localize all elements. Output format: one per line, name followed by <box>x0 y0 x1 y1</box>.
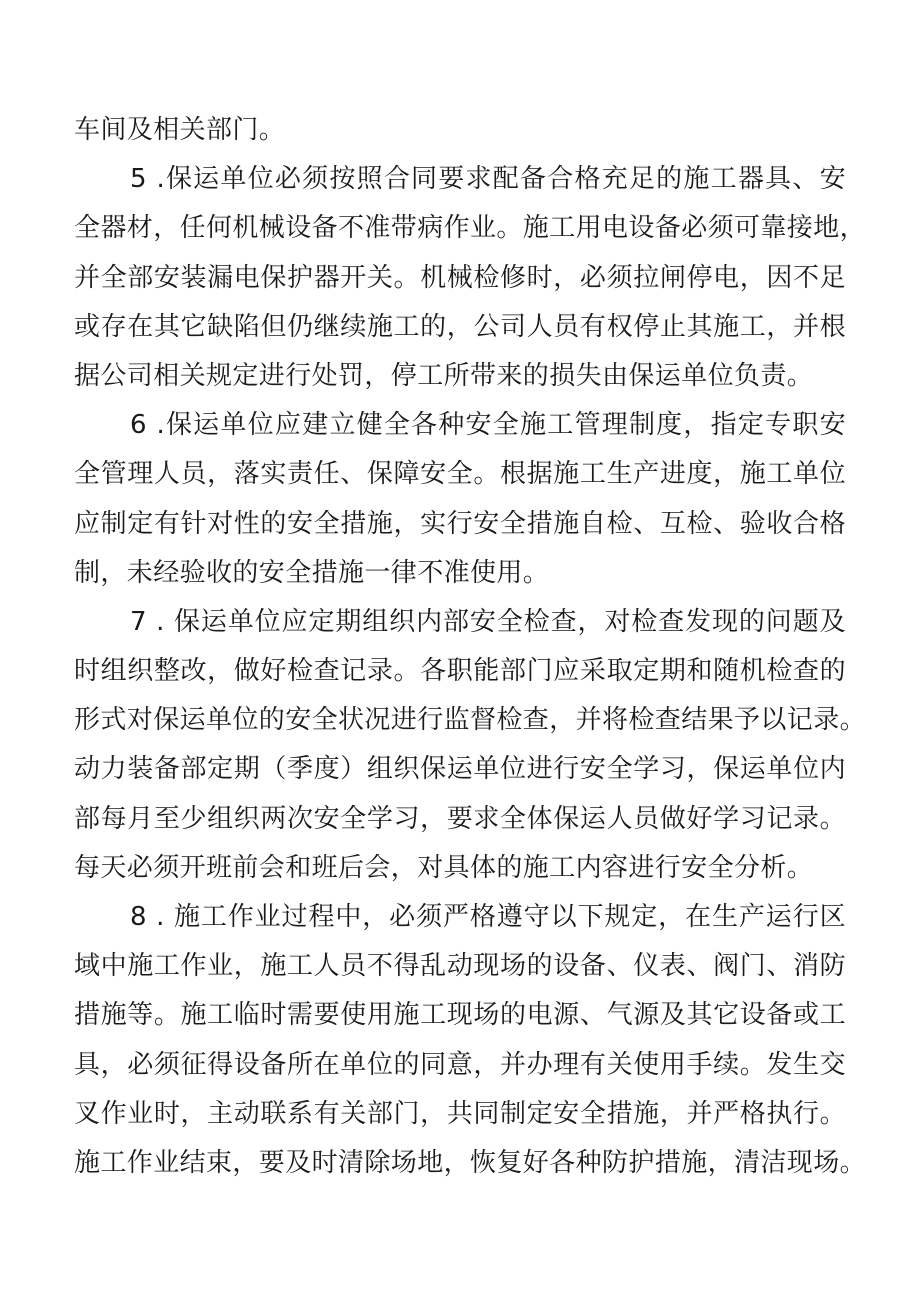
document-body <box>74 106 867 1188</box>
paragraph-item-5 <box>74 155 867 401</box>
text-line: 应制定有针对性的安全措施，实行安全措施自检、互检、验收合格 <box>74 508 846 539</box>
text-line: 动力装备部定期（季度）组织保运单位进行安全学习，保运单位内 <box>74 754 846 785</box>
text-line: 车间及相关部门。 <box>74 115 286 145</box>
text-line: 5 .保运单位必须按照合同要求配备合格充足的施工器具、安 <box>130 164 846 195</box>
text-line: 叉作业时，主动联系有关部门，共同制定安全措施，并严格执行。 <box>74 1098 846 1129</box>
text-line: 7 . 保运单位应定期组织内部安全检查，对检查发现的问题及 <box>130 606 846 637</box>
text-line: 据公司相关规定进行处罚，停工所带来的损失由保运单位负责。 <box>74 360 814 391</box>
text-line: 具，必须征得设备所在单位的同意，并办理有关使用手续。发生交 <box>74 1049 846 1080</box>
text-line: 措施等。施工临时需要使用施工现场的电源、气源及其它设备或工 <box>74 1000 846 1031</box>
paragraph-item-8 <box>74 893 867 1188</box>
text-line: 时组织整改，做好检查记录。各职能部门应采取定期和随机检查的 <box>74 656 846 687</box>
text-line: 8 . 施工作业过程中，必须严格遵守以下规定，在生产运行区 <box>130 902 846 932</box>
text-line: 并全部安装漏电保护器开关。机械检修时，必须拉闸停电，因不足 <box>74 262 846 293</box>
paragraph-continuation <box>74 106 846 155</box>
text-line: 施工作业结束，要及时清除场地，恢复好各种防护措施，清洁现场。 <box>74 1147 867 1178</box>
paragraph-item-7 <box>74 598 867 893</box>
text-line: 制，未经验收的安全措施一律不准使用。 <box>74 557 550 588</box>
paragraph-item-6 <box>74 401 846 598</box>
text-line: 6 .保运单位应建立健全各种安全施工管理制度，指定专职安 <box>130 410 846 441</box>
text-line: 全管理人员，落实责任、保障安全。根据施工生产进度，施工单位 <box>74 459 846 490</box>
text-line: 形式对保运单位的安全状况进行监督检查，并将检查结果予以记录。 <box>74 705 867 736</box>
text-line: 每天必须开班前会和班后会，对具体的施工内容进行安全分析。 <box>74 852 814 883</box>
text-line: 部每月至少组织两次安全学习，要求全体保运人员做好学习记录。 <box>74 803 846 834</box>
text-line: 全器材，任何机械设备不准带病作业。施工用电设备必须可靠接地， <box>74 213 867 244</box>
text-line: 或存在其它缺陷但仍继续施工的，公司人员有权停止其施工，并根 <box>74 311 846 342</box>
text-line: 域中施工作业，施工人员不得乱动现场的设备、仪表、阀门、消防 <box>74 951 846 982</box>
